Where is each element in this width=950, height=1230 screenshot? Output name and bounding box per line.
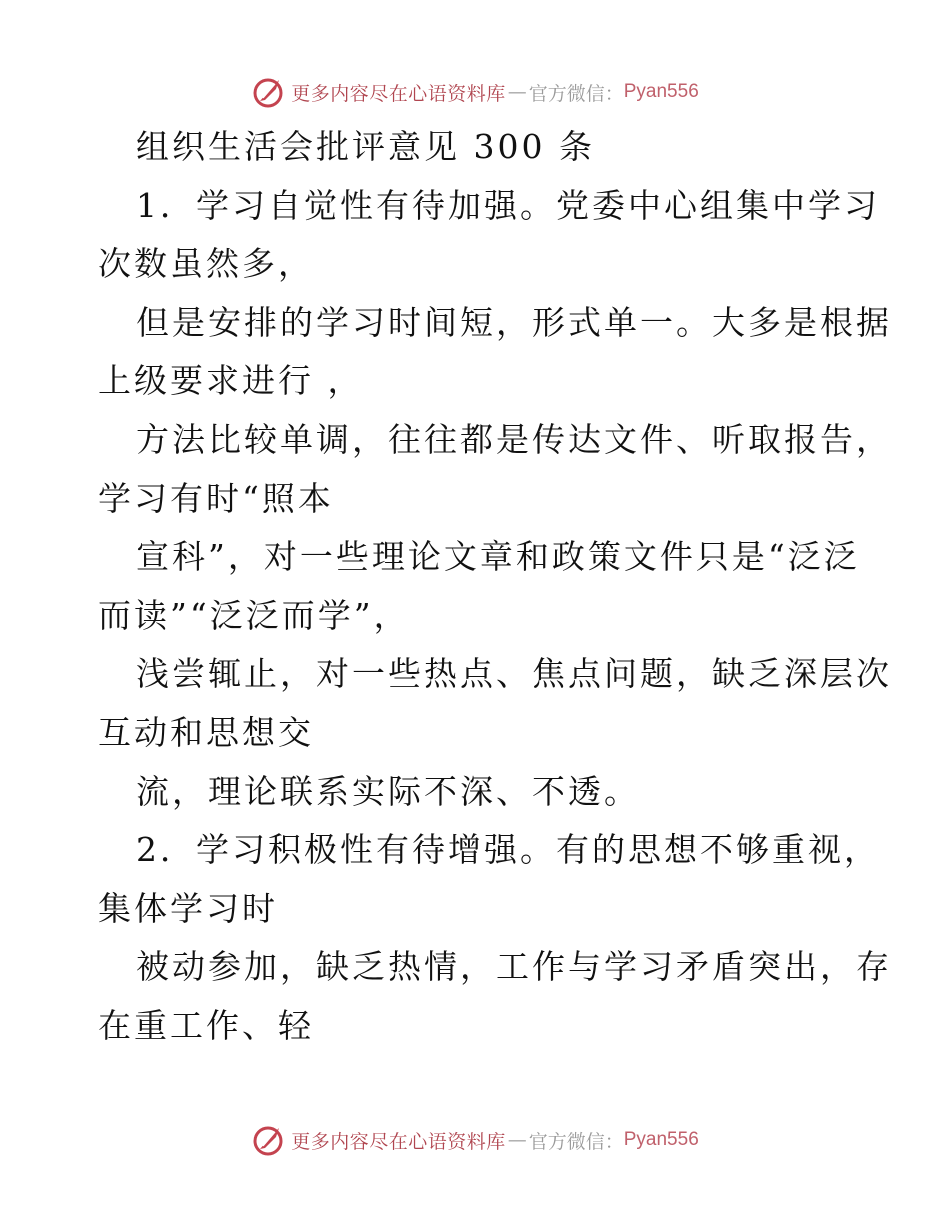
- text-line: 上级要求进行 ，: [98, 361, 364, 401]
- banner-dash: —: [507, 81, 527, 103]
- quill-logo-icon: [251, 1122, 287, 1158]
- header-banner: [0, 72, 950, 112]
- text-line: 在重工作、轻: [98, 1005, 314, 1045]
- text-line: 流，理论联系实际不深、不透。: [136, 771, 640, 811]
- text-line: 互动和思想交: [98, 712, 314, 752]
- banner-sub-text: 官方微信：: [528, 82, 624, 105]
- text-line: 被动参加，缺乏热情，工作与学习矛盾突出，存: [136, 947, 892, 987]
- quill-logo-icon: [251, 74, 287, 110]
- text-line: 2．学习积极性有待增强。有的思想不够重视，: [136, 830, 880, 870]
- banner-main-text: 更多内容尽在心语资料库: [291, 1130, 506, 1153]
- banner-dash: —: [507, 1129, 527, 1151]
- banner-main-text: 更多内容尽在心语资料库: [291, 82, 506, 105]
- banner-sub-text: 官方微信：: [528, 1130, 624, 1153]
- text-line: 但是安排的学习时间短，形式单一。大多是根据: [136, 302, 892, 342]
- text-line: 浅尝辄止，对一些热点、焦点问题，缺乏深层次: [136, 654, 892, 694]
- document-body: [98, 118, 892, 1056]
- banner-wechat-id: Pyan556: [623, 81, 699, 102]
- text-line: 学习有时“照本: [98, 478, 334, 518]
- text-line: 集体学习时: [98, 888, 278, 928]
- text-line: 宣科”，对一些理论文章和政策文件只是“泛泛: [136, 537, 860, 577]
- footer-banner: [0, 1120, 950, 1160]
- text-line: 方法比较单调，往往都是传达文件、听取报告，: [136, 419, 892, 459]
- text-line: 次数虽然多，: [98, 244, 314, 284]
- document-title: 组织生活会批评意见 300 条: [136, 127, 595, 166]
- text-line: 1．学习自觉性有待加强。党委中心组集中学习: [136, 185, 880, 225]
- banner-wechat-id: Pyan556: [623, 1129, 699, 1150]
- text-line: 而读”“泛泛而学”，: [98, 595, 410, 635]
